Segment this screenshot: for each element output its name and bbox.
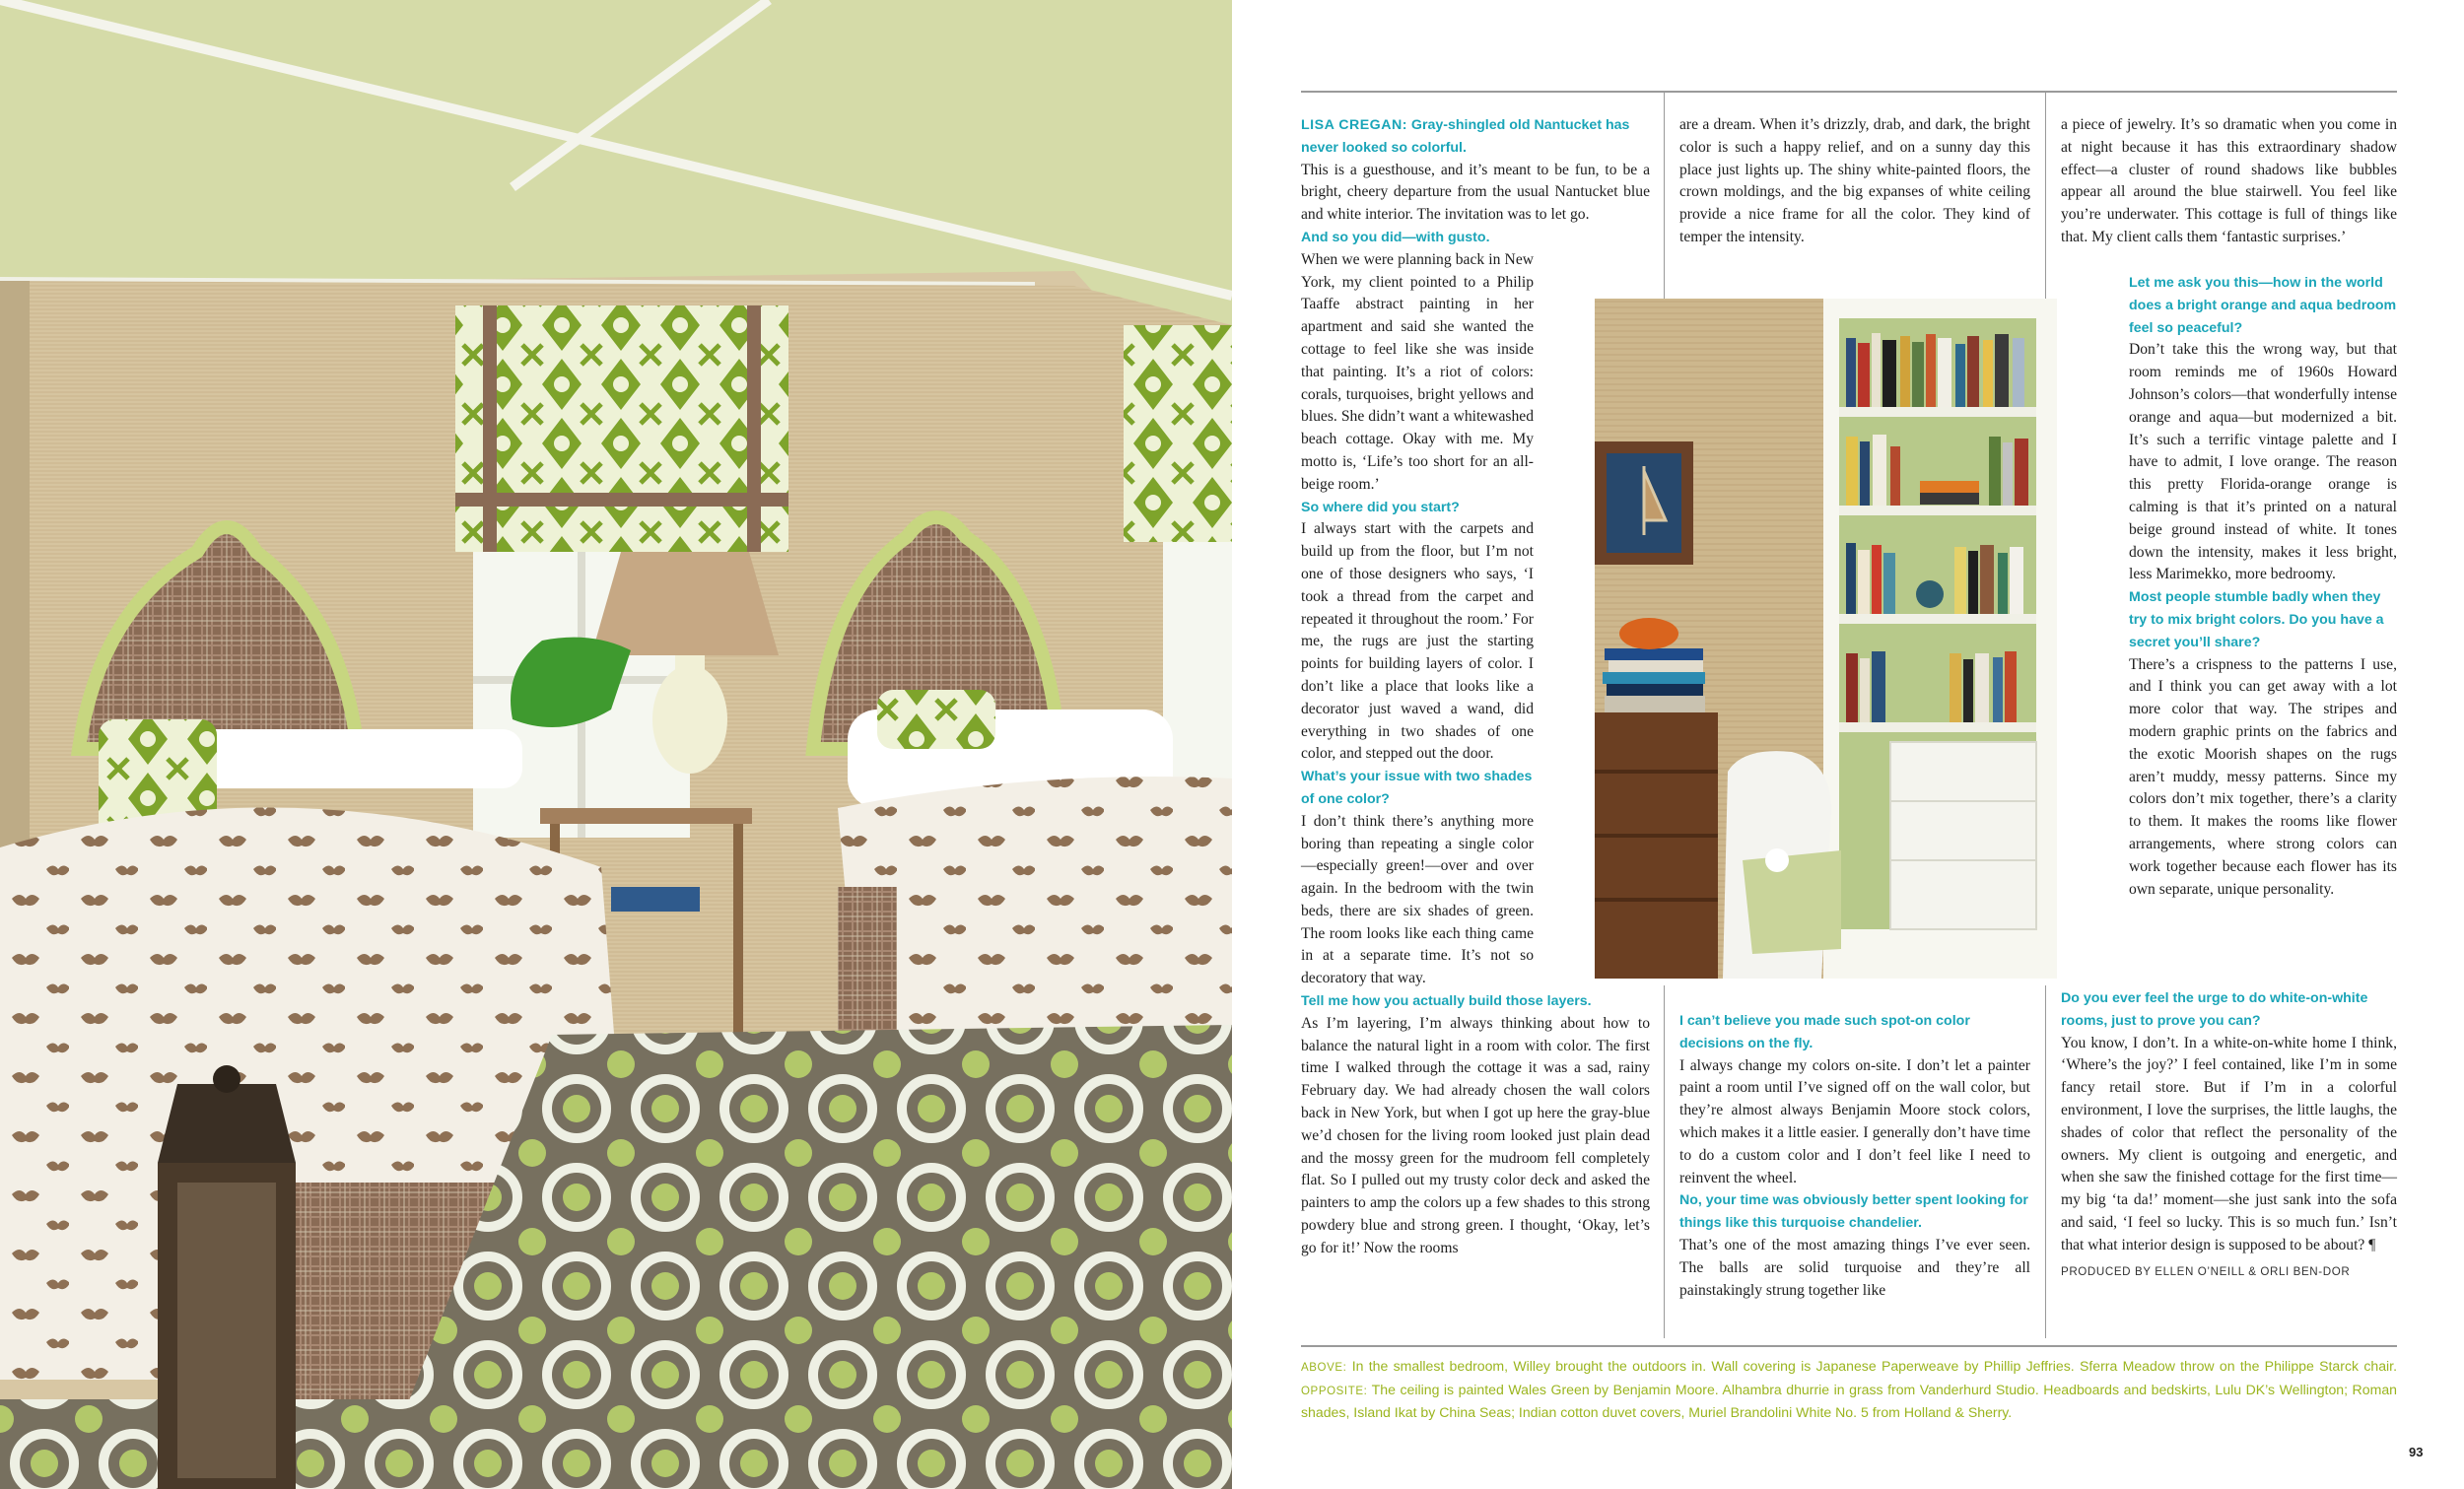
intro-question: LISA CREGAN: Gray-shingled old Nantucket has never looked so colorful. [1301,117,1630,156]
answer-paragraph: Don’t take this the wrong way, but that room reminds me of 1960s Howard Johnson’s colors—that wonderfully intense orange and aqua—but modernized a bit. It’s such a terrific vintage palette and I have to admit, I love orange. The reason this pretty Florida-orange orange is calming is that it’s printed on a natural beige ground instead of white. It tones down the intensity, makes it less bright, less Marimekko, more bedroomy. [2129,341,2397,583]
article-column-3-bottom [2061,987,2397,1283]
bottom-rule [1301,1345,2397,1347]
answer-paragraph: There’s a crispness to the patterns I use, and I think you can get away with a lot more color that way. The stripes and modern graphic prints on the fabrics and the exotic Moorish shapes on the rugs aren’t muddy, messy patterns. Since my colors don’t mix together, there’s a clarity to them. It makes the rooms like flower arrangements, where strong colors can work together because each flower has its own separate, unique personality. [2129,655,2397,898]
question: And so you did—with gusto. [1301,229,1490,245]
production-credit: PRODUCED BY ELLEN O’NEILL & ORLI BEN-DOR [2061,1264,2351,1278]
caption-opposite-tag: OPPOSITE: [1301,1385,1368,1397]
top-rule [1301,91,2397,93]
caption-above-tag: ABOVE: [1301,1362,1347,1374]
article-column-3-lower [2129,272,2397,901]
column-divider-1-lower [1664,985,1665,1338]
answer-paragraph: I always start with the carpets and build up from the floor, but I’m not one of those designers who says, ‘I took a thread from the carpet and repeated it throughout the room.’ For me, the rugs are just the starting points for building layers of color. I don’t like a place that looks like a decorator just waved a wand, did everything in two shades of one color, and stepped out the door. [1301,520,1534,763]
answer-paragraph: As I’m layering, I’m always thinking about how to balance the natural light in a room with color. The first time I walked through the cottage it was a sad, rainy February day. We had already chosen the wall colors back in New York, but when I got up here the gray-blue we’d chosen for the living room looked just plain dead and the mossy green for the mudroom fell completely flat. So I pulled out my trusty color deck and asked the painters to amp the colors up a few shades to this strong powdery blue and strong green. I thought, ‘Okay, let’s go for it!’ Now the rooms [1301,1014,1650,1256]
answer-paragraph: This is a guesthouse, and it’s meant to be fun, to be a bright, cheery departure from the usual Nantucket blue and white interior. The invitation was to let go. [1301,161,1650,224]
question: No, your time was obviously better spent looking for things like this turquoise chandelier. [1679,1192,2028,1232]
question: I can’t believe you made such spot-on color decisions on the fly. [1679,1013,1970,1051]
bookcase-photo [1595,299,2057,979]
column-divider-2-lower [2045,985,2046,1338]
photo-caption [1301,1356,2397,1424]
answer-paragraph: When we were planning back in New York, my client pointed to a Philip Taaffe abstract painting in her apartment and said she wanted the cottage to feel like she was inside that painting. It’s a riot of colors: corals, turquoises, bright yellows and blues. She didn’t want a whitewashed beach cottage. Okay with me. My motto is, ‘Life’s too short for an all-beige room.’ [1301,250,1534,493]
answer-paragraph: That’s one of the most amazing things I’ve ever seen. The balls are solid turquoise and they’re all painstakingly strung together like [1679,1236,2030,1299]
column-divider-1 [1664,93,1665,302]
question: Let me ask you this—how in the world does a bright orange and aqua bedroom feel so peaceful? [2129,275,2397,336]
bookcase-illustration [1595,299,2057,979]
column-divider-2 [2045,93,2046,302]
question: So where did you start? [1301,499,1460,515]
interviewer-name: LISA CREGAN: [1301,117,1407,133]
article-column-2 [1679,114,2030,249]
answer-paragraph: I always change my colors on-site. I don’t let a painter paint a room until I’ve signed off on the wall color, but they’re almost always Benjamin Moore stock colors, which makes it a little easier. I generally don’t have time to do a custom color and I don’t feel like I need to reinvent the wheel. [1679,1056,2030,1186]
question: Do you ever feel the urge to do white-on-white rooms, just to prove you can? [2061,990,2368,1029]
caption-opposite-text: The ceiling is painted Wales Green by Benjamin Moore. Alhambra dhurrie in grass from Vanderhurd Studio. Headboards and bedskirts, Lulu DK’s Wellington; Roman shades, Island Ikat by China Seas; Indian cotton duvet covers, Muriel Brandolini White No. 5 from Holland & Sherry. [1301,1381,2397,1421]
article-column-2-lower [1679,1010,2030,1302]
article-column-3 [2061,114,2397,249]
answer-paragraph: are a dream. When it’s drizzly, drab, and dark, the bright color is such a happy relief, and on a sunny day this place just lights up. The shiny white-painted floors, the crown moldings, and the big expanses of white ceiling provide a nice frame for all the color. They kind of temper the intensity. [1679,116,2030,245]
question: What’s your issue with two shades of one color? [1301,769,1533,807]
end-mark-icon: ¶ [2368,1236,2376,1253]
answer-paragraph: a piece of jewelry. It’s so dramatic when you come in at night because it has this extraordinary shadow effect—a cluster of round shadows like bubbles appear all around the blue stairwell. You feel like you’re underwater. This cottage is full of things like that. My client calls them ‘fantastic surprises.’ [2061,116,2397,245]
question: Most people stumble badly when they try to mix bright colors. Do you have a secret you’ll share? [2129,589,2384,650]
page-number: 93 [2409,1445,2424,1459]
answer-paragraph: I don’t think there’s anything more boring than repeating a single color—especially green!—over and over again. In the bedroom with the twin beds, there are six shades of green. The room looks like each thing came in at a separate time. It’s not so decoratory that way. [1301,812,1534,987]
caption-above-text: In the smallest bedroom, Willey brought the outdoors in. Wall covering is Japanese Paperweave by Phillip Jeffries. Sferra Meadow throw on the Philippe Starck chair. [1351,1358,2397,1374]
question: Tell me how you actually build those layers. [1301,993,1592,1010]
answer-paragraph: You know, I don’t. In a white-on-white home I think, ‘Where’s the joy?’ I feel contained, like I’m in some fancy retail store. But if I’m in a colorful environment, I love the surprises, the little laughs, the shades of color that reflect the personality of the owners. My client is outgoing and energetic, and when she saw the finished cottage for the first time—my big ‘ta da!’ moment—she just sank into the sofa and said, ‘I feel so lucky. This is so much fun.’ Isn’t that what interior design is supposed to be about? ¶ [2061,1034,2397,1253]
